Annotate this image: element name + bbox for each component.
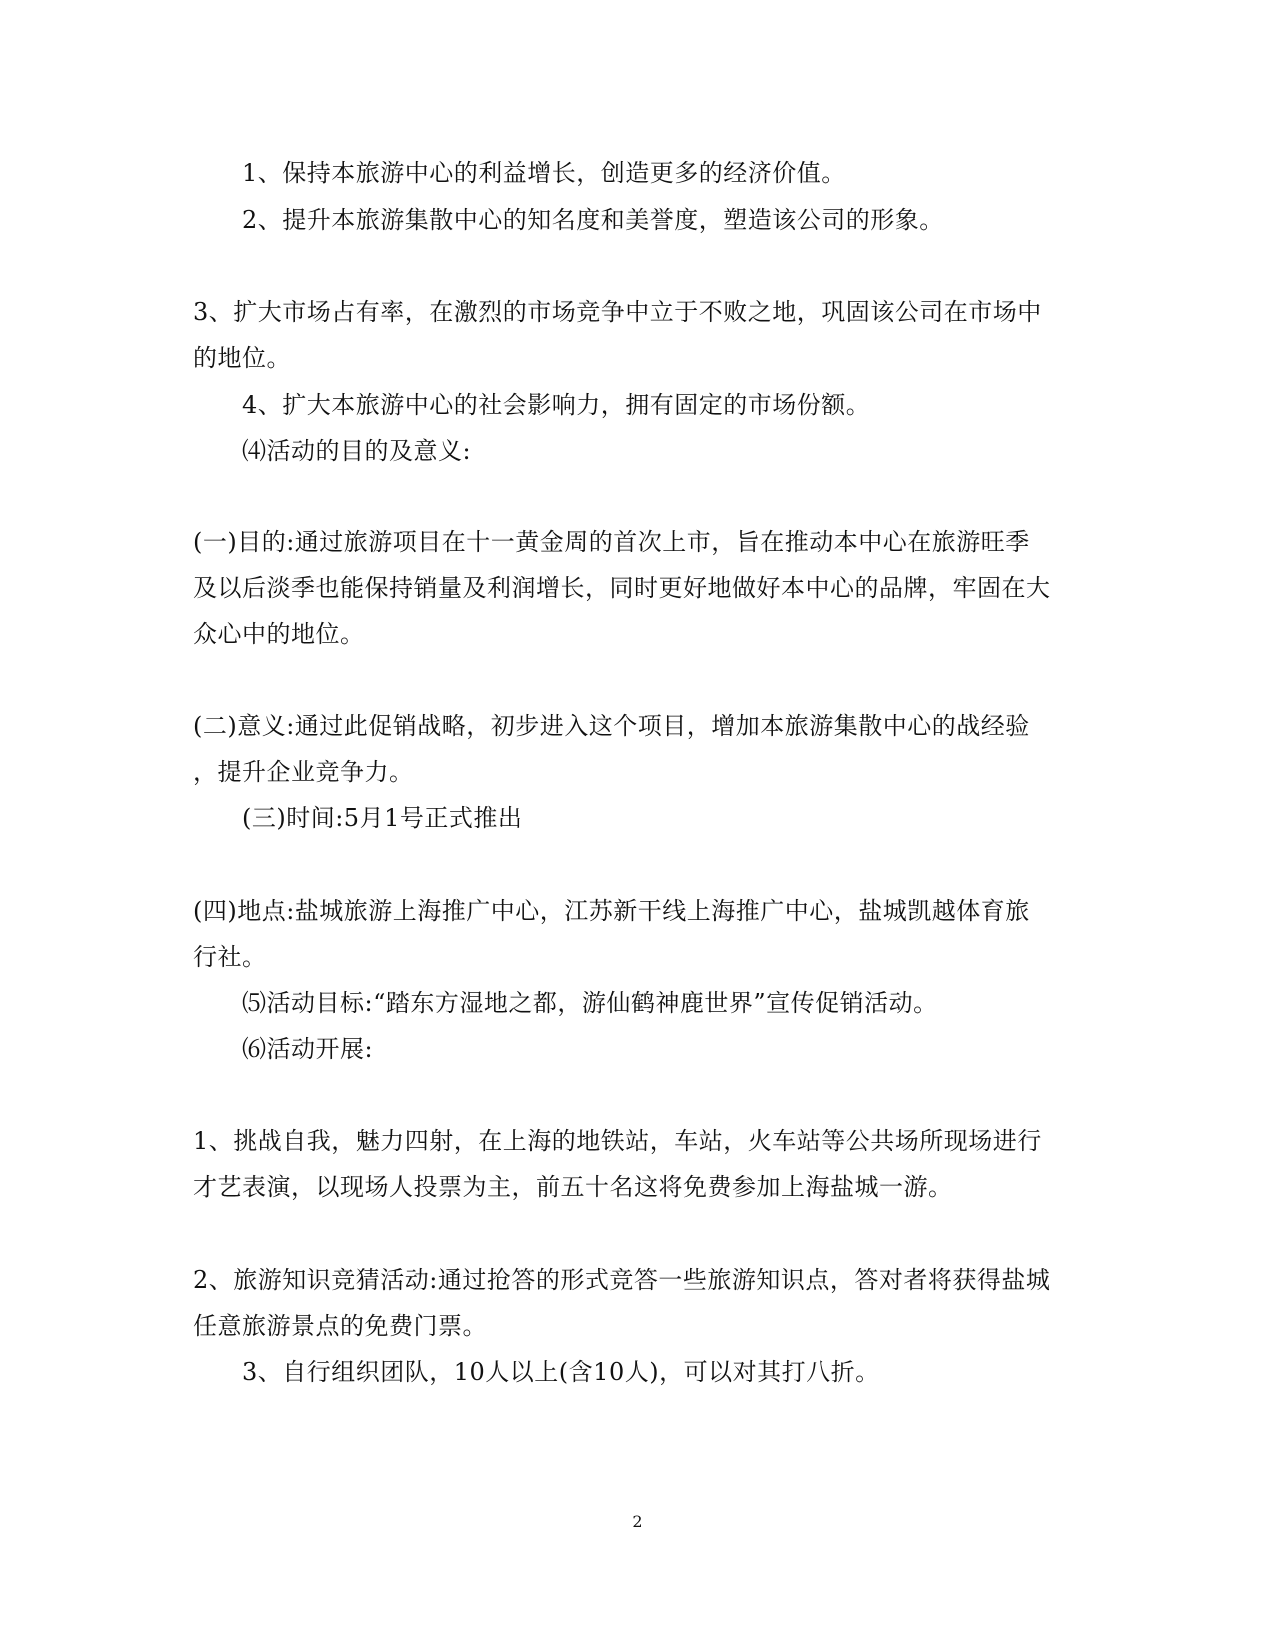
paragraph-line: 1、挑战自我，魅力四射，在上海的地铁站，车站，火车站等公共场所现场进行 <box>193 1127 1042 1155</box>
paragraph-line: (二)意义:通过此促销战略，初步进入这个项目，增加本旅游集散中心的战经验 <box>193 712 1030 740</box>
paragraph-line: 及以后淡季也能保持销量及利润增长，同时更好地做好本中心的品牌，牢固在大 <box>193 574 1051 602</box>
page-number: 2 <box>632 1512 643 1531</box>
paragraph-line: 才艺表演，以现场人投票为主，前五十名这将免费参加上海盐城一游。 <box>193 1173 953 1201</box>
paragraph-line: 1、保持本旅游中心的利益增长，创造更多的经济价值。 <box>242 159 846 187</box>
paragraph-line: 3、自行组织团队，10人以上(含10人)，可以对其打八折。 <box>242 1358 880 1386</box>
paragraph-line: 众心中的地位。 <box>193 620 365 648</box>
paragraph-line: ，提升企业竞争力。 <box>193 758 414 786</box>
paragraph-line: 2、旅游知识竞猜活动:通过抢答的形式竞答一些旅游知识点，答对者将获得盐城 <box>193 1266 1051 1294</box>
paragraph-line: ⑹活动开展: <box>242 1035 374 1063</box>
paragraph-line: (一)目的:通过旅游项目在十一黄金周的首次上市，旨在推动本中心在旅游旺季 <box>193 528 1030 556</box>
paragraph-line: 的地位。 <box>193 344 291 372</box>
paragraph-line: ⑸活动目标:“踏东方湿地之都，游仙鹤神鹿世界”宣传促销活动。 <box>242 989 938 1017</box>
paragraph-line: 2、提升本旅游集散中心的知名度和美誉度，塑造该公司的形象。 <box>242 206 944 234</box>
paragraph-line: 4、扩大本旅游中心的社会影响力，拥有固定的市场份额。 <box>242 391 871 419</box>
paragraph-line: 任意旅游景点的免费门票。 <box>193 1312 487 1340</box>
paragraph-line: ⑷活动的目的及意义: <box>242 437 472 465</box>
paragraph-line: (三)时间:5月1号正式推出 <box>242 804 523 832</box>
paragraph-line: 行社。 <box>193 943 267 971</box>
paragraph-line: 3、扩大市场占有率，在激烈的市场竞争中立于不败之地，巩固该公司在市场中 <box>193 298 1042 326</box>
paragraph-line: (四)地点:盐城旅游上海推广中心，江苏新干线上海推广中心，盐城凯越体育旅 <box>193 897 1030 925</box>
